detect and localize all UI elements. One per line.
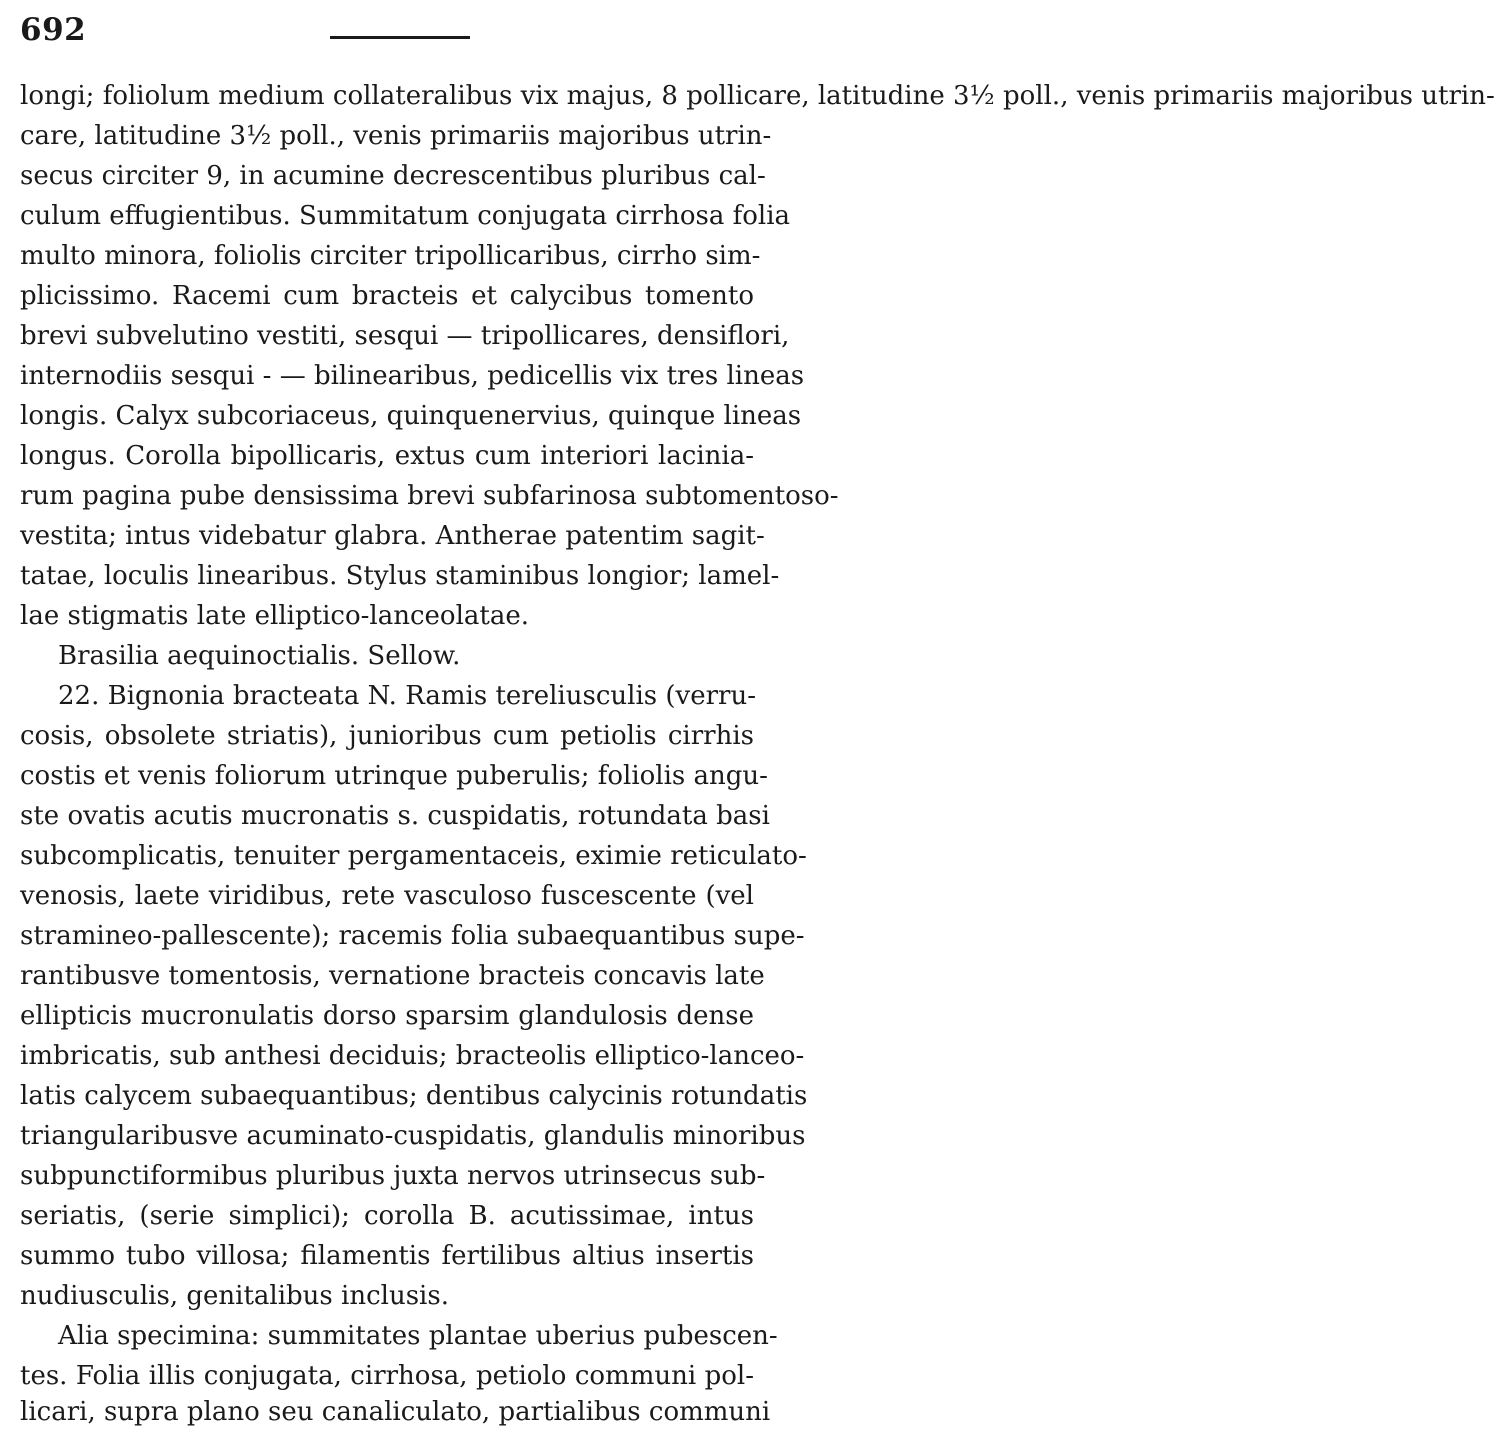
text-line: longus. Corolla bipollicaris, extus cum interiori lacinia- [20,441,754,471]
text-line: 22. Bignonia bracteata N. Ramis tereliusculis (verru- [58,681,756,711]
text-line: vestita; intus videbatur glabra. Antherae patentim sagit- [20,521,765,551]
text-line: ste ovatis acutis mucronatis s. cuspidatis, rotundata basi [20,801,770,831]
text-line: latis calycem subaequantibus; dentibus calycinis rotundatis [20,1081,808,1111]
text-line: longis. Calyx subcoriaceus, quinquenervius, quinque lineas [20,401,802,431]
text-line: plicissimo. Racemi cum bracteis et calycibus tomento [20,281,754,311]
text-line: summo tubo villosa; filamentis fertilibus altius insertis [20,1241,754,1271]
text-line: tatae, loculis linearibus. Stylus staminibus longior; lamel- [20,561,780,591]
text-line: multo minora, foliolis circiter tripollicaribus, cirrho sim- [20,241,761,271]
text-line: tes. Folia illis conjugata, cirrhosa, petiolo communi pol- [20,1361,754,1391]
text-line: subpunctiformibus pluribus juxta nervos utrinsecus sub- [20,1161,766,1191]
text-line: triangularibusve acuminato-cuspidatis, glandulis minoribus [20,1121,806,1151]
text-line: Alia specimina: summitates plantae uberius pubescen- [58,1321,778,1351]
page-number: 692 [20,12,87,48]
text-line: subcomplicatis, tenuiter pergamentaceis, eximie reticulato- [20,841,807,871]
text-line: internodiis sesqui - — bilinearibus, pedicellis vix tres lineas [20,361,805,391]
text-line: Brasilia aequinoctialis. Sellow. [58,641,461,671]
text-line: rantibusve tomentosis, vernatione bracteis concavis late [20,961,765,991]
text-line: nudiusculis, genitalibus inclusis. [20,1281,449,1311]
text-line: stramineo-pallescente); racemis folia subaequantibus supe- [20,921,805,951]
text-line: imbricatis, sub anthesi deciduis; bracteolis elliptico-lanceo- [20,1041,805,1071]
text-line: costis et venis foliorum utrinque puberulis; foliolis angu- [20,761,768,791]
text-line: care, latitudine 3½ poll., venis primariis majoribus utrin- [20,121,772,151]
text-line: rum pagina pube densissima brevi subfarinosa subtomentoso- [20,481,839,511]
text-line: ellipticis mucronulatis dorso sparsim glandulosis dense [20,1001,754,1031]
text-line: cosis, obsolete striatis), junioribus cum petiolis cirrhis [20,721,754,751]
text-line: brevi subvelutino vestiti, sesqui — tripollicares, densiflori, [20,321,790,351]
text-line: secus circiter 9, in acumine decrescentibus pluribus cal- [20,161,766,191]
text-line: licari, supra plano seu canaliculato, partialibus communi [20,1397,771,1427]
text-line: seriatis, (serie simplici); corolla B. acutissimae, intus [20,1201,754,1231]
header-rule [330,36,470,39]
text-line: culum effugientibus. Summitatum conjugata cirrhosa folia [20,201,791,231]
text-line: longi; foliolum medium collateralibus vix majus, 8 pollicare, latitudine 3½ poll., venis primariis majoribus utrin- [20,81,1495,111]
text-line: lae stigmatis late elliptico-lanceolatae. [20,601,529,631]
text-line: venosis, laete viridibus, rete vasculoso fuscescente (vel [20,881,754,911]
